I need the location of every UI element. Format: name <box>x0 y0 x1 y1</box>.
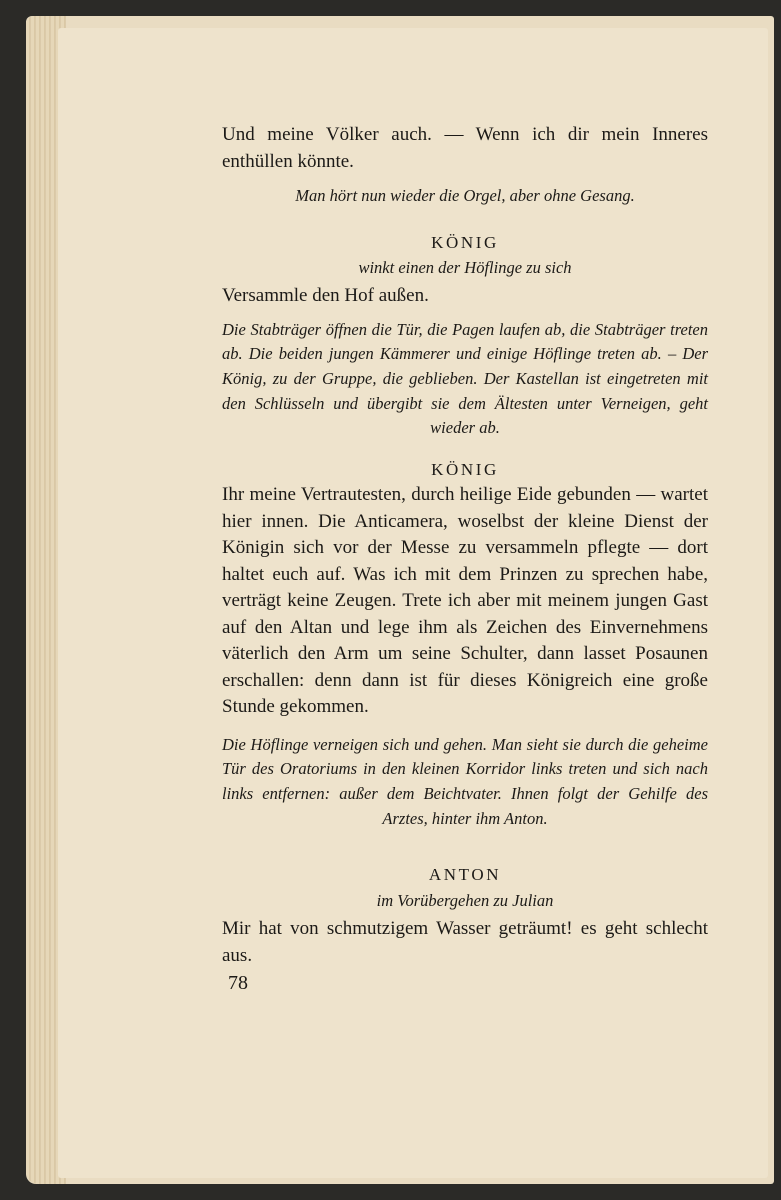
speaker-name-2: KÖNIG <box>431 460 499 480</box>
dialogue-line-2: Versammle den Hof außen. <box>222 285 429 306</box>
dialogue-line-4: Mir hat von schmutzigem Wasser geträumt! es geht schlecht aus. <box>222 918 708 966</box>
stage-direction-1: Man hört nun wieder die Orgel, aber ohne Gesang. <box>295 186 635 205</box>
page-number: 78 <box>228 972 248 994</box>
stage-direction-3: Die Stabträger öffnen die Tür, die Pagen laufen ab, die Stabträger treten ab. Die beiden jungen Kämmerer und einige Höflinge treten ab. – Der König, zu der Gruppe, die geblieben. Der Kastellan ist eingetreten mit den Schlüsseln und übergibt sie dem Ältesten unter Verneigen, geht wieder ab. <box>222 319 708 438</box>
speaker-name-3: ANTON <box>428 865 502 885</box>
stage-direction-4: Die Höflinge verneigen sich und gehen. Man sieht sie durch die geheime Tür des Oratoriums in den kleinen Korridor links treten und sich nach links entfernen: außer dem Beichtvater. Ihnen folgt der Gehilfe des Arztes, hinter ihm Anton. <box>222 734 708 828</box>
dialogue-line-3: Ihr meine Vertrautesten, durch heilige Eide gebunden — wartet hier innen. Die Anticamera, woselbst der kleine Dienst der Königin sich vor der Messe zu versammeln pflegte — dort haltet euch auf. Was ich mit dem Prinzen zu sprechen habe, verträgt keine Zeugen. Trete ich aber mit meinem jungen Gast auf den Altan und lege ihm als Zeichen des Einvernehmens väterlich den Arm um seine Schulter, dann lasset Posaunen erschallen: denn dann ist für dieses Königreich eine große Stunde gekommen. <box>222 484 708 718</box>
stage-direction-5: im Vorübergehen zu Julian <box>376 891 554 911</box>
dialogue-line-1: Und meine Völker auch. — Wenn ich dir mein Inneres enthüllen könnte. <box>222 124 708 172</box>
stage-direction-2: winkt einen der Höflinge zu sich <box>358 258 572 277</box>
page-text <box>222 122 708 969</box>
speaker-name-1: KÖNIG <box>431 233 499 252</box>
